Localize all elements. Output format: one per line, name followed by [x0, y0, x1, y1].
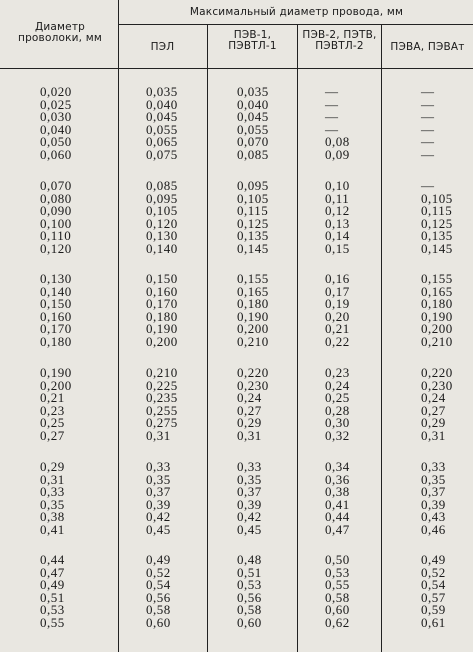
- cell-pev1: 0,210: [237, 333, 269, 349]
- cell-peva: —: [421, 134, 435, 149]
- cell-pel: 0,065: [146, 134, 178, 149]
- cell-peva: 0,59: [421, 602, 446, 617]
- cell-pev2: 0,58: [325, 589, 350, 605]
- cell-pev2: —: [325, 84, 339, 99]
- cell-pev1: 0,105: [237, 190, 269, 206]
- cell-pev1: 0,035: [237, 84, 269, 99]
- cell-pev1: 0,040: [237, 96, 269, 112]
- cell-pev1: 0,56: [237, 589, 262, 605]
- cell-peva: —: [421, 178, 435, 193]
- cell-pev2: 0,53: [325, 564, 350, 580]
- cell-pev2: 0,44: [325, 509, 350, 524]
- cell-pev1: 0,37: [237, 484, 262, 499]
- cell-pev1: 0,39: [237, 496, 262, 512]
- cell-pev1: 0,29: [237, 415, 262, 430]
- cell-pev2: 0,41: [325, 496, 350, 512]
- cell-peva: 0,33: [421, 459, 446, 474]
- cell-pel: 0,085: [146, 178, 178, 193]
- cell-peva: 0,115: [421, 203, 453, 218]
- cell-wire-diameter: 0,020: [40, 84, 72, 99]
- cell-pel: 0,58: [146, 602, 171, 617]
- cell-peva: 0,29: [421, 415, 446, 430]
- cell-pev1: 0,31: [237, 427, 262, 443]
- cell-wire-diameter: 0,150: [40, 296, 72, 311]
- cell-pel: 0,045: [146, 109, 178, 124]
- cell-pev1: 0,200: [237, 321, 269, 336]
- cell-pel: 0,235: [146, 390, 178, 405]
- row-group: [0, 86, 473, 161]
- cell-peva: 0,165: [421, 283, 453, 299]
- cell-pev2: 0,11: [325, 190, 350, 206]
- cell-wire-diameter: 0,41: [40, 521, 65, 537]
- cell-peva: 0,31: [421, 427, 446, 443]
- cell-pel: 0,255: [146, 402, 178, 418]
- cell-pev1: 0,53: [237, 577, 262, 592]
- cell-pev1: 0,155: [237, 271, 269, 286]
- cell-pel: 0,275: [146, 415, 178, 430]
- cell-wire-diameter: 0,49: [40, 577, 65, 592]
- cell-peva: 0,180: [421, 296, 453, 311]
- cell-pel: 0,160: [146, 283, 178, 299]
- cell-pev1: 0,085: [237, 146, 269, 162]
- cell-wire-diameter: 0,090: [40, 203, 72, 218]
- cell-pel: 0,040: [146, 96, 178, 112]
- cell-pel: 0,095: [146, 190, 178, 206]
- cell-pev1: 0,45: [237, 521, 262, 537]
- cell-wire-diameter: 0,025: [40, 96, 72, 112]
- cell-pev2: 0,34: [325, 459, 350, 474]
- cell-wire-diameter: 0,040: [40, 121, 72, 137]
- cell-pel: 0,42: [146, 509, 171, 524]
- cell-wire-diameter: 0,31: [40, 471, 65, 487]
- cell-pel: 0,120: [146, 215, 178, 231]
- cell-wire-diameter: 0,050: [40, 134, 72, 149]
- cell-pel: 0,60: [146, 614, 171, 630]
- cell-wire-diameter: 0,170: [40, 321, 72, 336]
- cell-pev1: 0,220: [237, 365, 269, 380]
- cell-wire-diameter: 0,060: [40, 146, 72, 162]
- header-divider: [118, 24, 473, 25]
- cell-pev2: 0,55: [325, 577, 350, 592]
- cell-pev1: 0,115: [237, 203, 269, 218]
- cell-peva: 0,39: [421, 496, 446, 512]
- cell-pev1: 0,125: [237, 215, 269, 231]
- table-row: [0, 521, 473, 537]
- cell-pev2: —: [325, 109, 339, 124]
- cell-pev2: 0,28: [325, 402, 350, 418]
- cell-wire-diameter: 0,47: [40, 564, 65, 580]
- cell-wire-diameter: 0,160: [40, 308, 72, 324]
- table-row: [0, 333, 473, 349]
- header-col-diameter: Диаметр проволоки, мм: [18, 21, 102, 44]
- cell-peva: —: [421, 121, 435, 137]
- cell-wire-diameter: 0,200: [40, 377, 72, 393]
- cell-pel: 0,210: [146, 365, 178, 380]
- cell-pel: 0,150: [146, 271, 178, 286]
- cell-wire-diameter: 0,080: [40, 190, 72, 206]
- cell-pev1: 0,095: [237, 178, 269, 193]
- cell-peva: 0,230: [421, 377, 453, 393]
- cell-pev2: 0,15: [325, 240, 350, 256]
- cell-pel: 0,105: [146, 203, 178, 218]
- cell-pev1: 0,24: [237, 390, 262, 405]
- cell-pev1: 0,180: [237, 296, 269, 311]
- cell-peva: —: [421, 146, 435, 162]
- table-row: [0, 614, 473, 630]
- cell-pev2: 0,16: [325, 271, 350, 286]
- cell-peva: 0,46: [421, 521, 446, 537]
- cell-pev1: 0,070: [237, 134, 269, 149]
- cell-pev2: 0,32: [325, 427, 350, 443]
- cell-pev2: 0,10: [325, 178, 350, 193]
- header-col-peva: ПЭВА, ПЭВАт: [390, 41, 465, 53]
- cell-wire-diameter: 0,21: [40, 390, 65, 405]
- cell-pev1: 0,165: [237, 283, 269, 299]
- cell-peva: —: [421, 84, 435, 99]
- cell-wire-diameter: 0,100: [40, 215, 72, 231]
- cell-pev1: 0,33: [237, 459, 262, 474]
- cell-wire-diameter: 0,120: [40, 240, 72, 256]
- cell-pel: 0,200: [146, 333, 178, 349]
- cell-pev2: 0,20: [325, 308, 350, 324]
- cell-pev2: —: [325, 96, 339, 112]
- row-group: [0, 461, 473, 536]
- cell-peva: 0,37: [421, 484, 446, 499]
- cell-pev1: 0,51: [237, 564, 262, 580]
- cell-pel: 0,035: [146, 84, 178, 99]
- cell-pev1: 0,48: [237, 552, 262, 567]
- header-col-pel: ПЭЛ: [150, 41, 175, 53]
- cell-pel: 0,49: [146, 552, 171, 567]
- cell-pel: 0,180: [146, 308, 178, 324]
- cell-pev2: 0,38: [325, 484, 350, 499]
- cell-pev2: 0,62: [325, 614, 350, 630]
- cell-pel: 0,33: [146, 459, 171, 474]
- cell-peva: 0,200: [421, 321, 453, 336]
- cell-pel: 0,225: [146, 377, 178, 393]
- cell-pev1: 0,190: [237, 308, 269, 324]
- cell-wire-diameter: 0,27: [40, 427, 65, 443]
- cell-pev1: 0,27: [237, 402, 262, 418]
- cell-pel: 0,52: [146, 564, 171, 580]
- row-group: [0, 273, 473, 348]
- cell-pel: 0,075: [146, 146, 178, 162]
- cell-peva: 0,190: [421, 308, 453, 324]
- cell-pel: 0,45: [146, 521, 171, 537]
- cell-pel: 0,130: [146, 228, 178, 243]
- cell-pev1: 0,230: [237, 377, 269, 393]
- header-group-max-diameter: Максимальный диаметр провода, мм: [189, 6, 404, 18]
- cell-wire-diameter: 0,53: [40, 602, 65, 617]
- cell-peva: 0,35: [421, 471, 446, 487]
- row-group: [0, 367, 473, 442]
- cell-pel: 0,35: [146, 471, 171, 487]
- cell-pev2: 0,09: [325, 146, 350, 162]
- cell-peva: 0,52: [421, 564, 446, 580]
- cell-pel: 0,170: [146, 296, 178, 311]
- cell-peva: 0,54: [421, 577, 446, 592]
- cell-pel: 0,140: [146, 240, 178, 256]
- cell-peva: 0,125: [421, 215, 453, 231]
- cell-pev1: 0,35: [237, 471, 262, 487]
- cell-peva: 0,24: [421, 390, 446, 405]
- cell-pev2: 0,24: [325, 377, 350, 393]
- cell-wire-diameter: 0,030: [40, 109, 72, 124]
- cell-pev2: 0,60: [325, 602, 350, 617]
- table-row: [0, 240, 473, 256]
- cell-pev2: 0,14: [325, 228, 350, 243]
- cell-peva: 0,49: [421, 552, 446, 567]
- cell-pel: 0,055: [146, 121, 178, 137]
- cell-pev2: 0,12: [325, 203, 350, 218]
- cell-pev2: 0,50: [325, 552, 350, 567]
- cell-pel: 0,56: [146, 589, 171, 605]
- header-col-pev1: ПЭВ-1, ПЭВТЛ-1: [228, 29, 277, 52]
- cell-peva: 0,220: [421, 365, 453, 380]
- cell-wire-diameter: 0,25: [40, 415, 65, 430]
- row-group: [0, 180, 473, 255]
- cell-pev2: 0,36: [325, 471, 350, 487]
- cell-pev2: 0,21: [325, 321, 350, 336]
- cell-wire-diameter: 0,190: [40, 365, 72, 380]
- cell-peva: 0,43: [421, 509, 446, 524]
- cell-wire-diameter: 0,130: [40, 271, 72, 286]
- cell-pel: 0,37: [146, 484, 171, 499]
- cell-pev2: —: [325, 121, 339, 137]
- cell-peva: 0,105: [421, 190, 453, 206]
- cell-peva: —: [421, 96, 435, 112]
- cell-pev2: 0,08: [325, 134, 350, 149]
- cell-wire-diameter: 0,180: [40, 333, 72, 349]
- cell-peva: 0,57: [421, 589, 446, 605]
- cell-wire-diameter: 0,29: [40, 459, 65, 474]
- cell-peva: 0,61: [421, 614, 446, 630]
- cell-wire-diameter: 0,110: [40, 228, 72, 243]
- cell-pel: 0,54: [146, 577, 171, 592]
- cell-pev2: 0,47: [325, 521, 350, 537]
- cell-peva: 0,27: [421, 402, 446, 418]
- header-col-pev2: ПЭВ-2, ПЭТВ, ПЭВТЛ-2: [302, 29, 377, 52]
- cell-pev1: 0,135: [237, 228, 269, 243]
- cell-pel: 0,31: [146, 427, 171, 443]
- cell-wire-diameter: 0,070: [40, 178, 72, 193]
- cell-pev2: 0,13: [325, 215, 350, 231]
- cell-peva: 0,210: [421, 333, 453, 349]
- cell-pev2: 0,19: [325, 296, 350, 311]
- cell-wire-diameter: 0,35: [40, 496, 65, 512]
- cell-peva: 0,155: [421, 271, 453, 286]
- cell-wire-diameter: 0,23: [40, 402, 65, 418]
- cell-pev2: 0,30: [325, 415, 350, 430]
- cell-pev1: 0,045: [237, 109, 269, 124]
- cell-wire-diameter: 0,33: [40, 484, 65, 499]
- cell-pel: 0,39: [146, 496, 171, 512]
- cell-pev1: 0,145: [237, 240, 269, 256]
- cell-peva: 0,145: [421, 240, 453, 256]
- cell-pev2: 0,17: [325, 283, 350, 299]
- cell-wire-diameter: 0,51: [40, 589, 65, 605]
- cell-pel: 0,190: [146, 321, 178, 336]
- cell-wire-diameter: 0,55: [40, 614, 65, 630]
- cell-pev2: 0,25: [325, 390, 350, 405]
- cell-wire-diameter: 0,44: [40, 552, 65, 567]
- cell-pev1: 0,60: [237, 614, 262, 630]
- cell-wire-diameter: 0,38: [40, 509, 65, 524]
- table-row: [0, 146, 473, 162]
- row-group: [0, 554, 473, 629]
- cell-peva: 0,135: [421, 228, 453, 243]
- cell-pev1: 0,42: [237, 509, 262, 524]
- cell-pev1: 0,58: [237, 602, 262, 617]
- cell-wire-diameter: 0,140: [40, 283, 72, 299]
- cell-pev2: 0,22: [325, 333, 350, 349]
- cell-pev1: 0,055: [237, 121, 269, 137]
- cell-pev2: 0,23: [325, 365, 350, 380]
- table-row: [0, 427, 473, 443]
- cell-peva: —: [421, 109, 435, 124]
